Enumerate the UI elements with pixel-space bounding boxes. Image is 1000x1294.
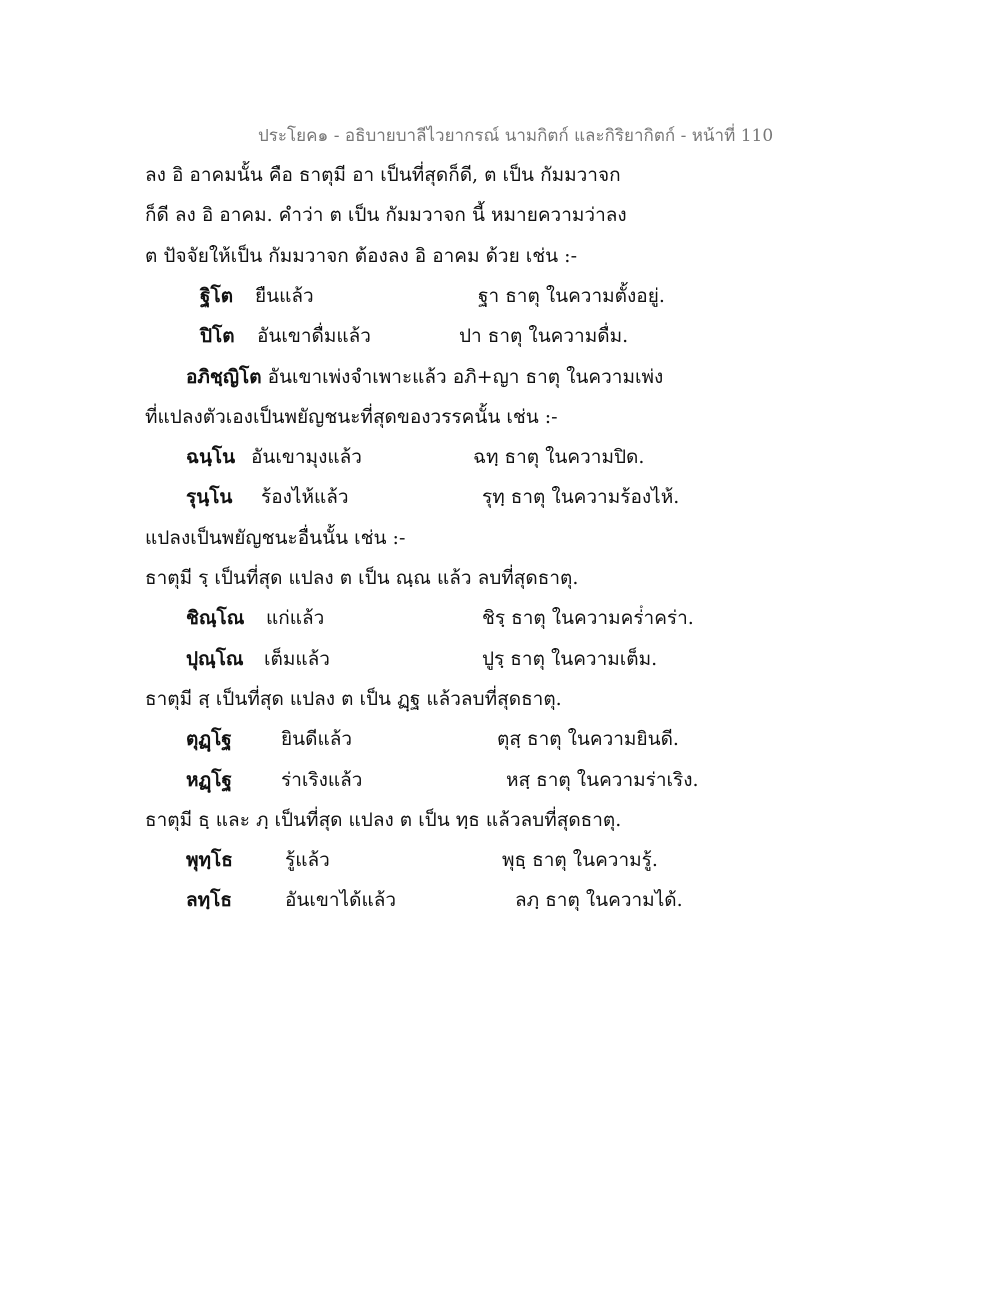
root-explanation: พุธฺ ธาตุ ในความรู้. xyxy=(502,849,658,871)
thai-meaning: อันเขาได้แล้ว xyxy=(285,889,397,911)
example-entry xyxy=(0,442,1000,472)
thai-meaning: เต็มแล้ว xyxy=(264,648,330,670)
thai-meaning: ยินดีแล้ว xyxy=(281,728,353,750)
intro-line-3: ต ปัจจัยให้เป็น กัมมวาจก ต้องลง อิ อาคม ด้วย เช่น :- xyxy=(145,245,577,267)
root-explanation: ปา ธาตุ ในความดื่ม. xyxy=(459,325,629,347)
root-explanation: ลภฺ ธาตุ ในความได้. xyxy=(515,889,683,911)
running-header: ประโยค๑ - อธิบายบาลีไวยากรณ์ นามกิตก์ และกิริยากิตก์ - หน้าที่ 110 xyxy=(258,126,774,146)
intro-line-2: ก็ดี ลง อิ อาคม. คําว่า ต เป็น กัมมวาจก นี้ หมายความว่าลง xyxy=(145,204,627,226)
pali-term: ตุฏฺโฐ xyxy=(186,728,232,750)
thai-meaning: อันเขามุงแล้ว xyxy=(251,446,362,468)
thai-meaning: อันเขาดื่มแล้ว xyxy=(257,325,371,347)
example-entry xyxy=(0,281,1000,311)
pali-term: ฉนฺโน xyxy=(186,446,236,468)
pali-term: ชิณฺโณ xyxy=(186,607,245,629)
root-explanation: รุทฺ ธาตุ ในความร้องไห้. xyxy=(482,486,680,508)
pali-term: หฏฺโฐ xyxy=(186,769,232,791)
example-entry xyxy=(0,724,1000,754)
example-entry xyxy=(0,321,1000,351)
example-entry xyxy=(0,644,1000,674)
s-ending-line: ธาตุมี สฺ เป็นที่สุด แปลง ต เป็น ฏฺฐ แล้วลบที่สุดธาตุ. xyxy=(145,688,562,710)
pali-term: พุทฺโธ xyxy=(186,849,233,871)
root-explanation: หสฺ ธาตุ ในความร่าเริง. xyxy=(506,769,699,791)
example-entry xyxy=(0,845,1000,875)
pali-term: ฐิโต xyxy=(200,285,234,307)
pali-term: ปิโต xyxy=(200,325,235,347)
root-explanation: ตุสฺ ธาตุ ในความยินดี. xyxy=(497,728,679,750)
thai-meaning: รู้แล้ว xyxy=(285,849,330,871)
r-ending-line: ธาตุมี รฺ เป็นที่สุด แปลง ต เป็น ณฺณ แล้ว ลบที่สุดธาตุ. xyxy=(145,567,579,589)
other-consonant-line: แปลงเป็นพยัญชนะอื่นนั้น เช่น :- xyxy=(145,527,406,549)
thai-meaning: ยืนแล้ว xyxy=(255,285,314,307)
root-explanation: ฉทฺ ธาตุ ในความปิด. xyxy=(473,446,645,468)
abhinnata-explanation: อันเขาเพ่งจําเพาะแล้ว อภิ+ญา ธาตุ ในความเพ่ง xyxy=(261,366,664,388)
thai-meaning: แก่แล้ว xyxy=(266,607,325,629)
example-entry xyxy=(0,885,1000,915)
dh-bh-ending-line: ธาตุมี ธฺ และ ภฺ เป็นที่สุด แปลง ต เป็น ทฺธ แล้วลบที่สุดธาตุ. xyxy=(145,809,622,831)
pali-term: ลทฺโธ xyxy=(186,889,232,911)
root-explanation: ปูรฺ ธาตุ ในความเต็ม. xyxy=(482,648,658,670)
example-entry xyxy=(0,482,1000,512)
example-entry xyxy=(0,603,1000,633)
thai-meaning: ร้องไห้แล้ว xyxy=(261,486,349,508)
thai-meaning: ร่าเริงแล้ว xyxy=(281,769,363,791)
intro-line-1: ลง อิ อาคมนั้น คือ ธาตุมี อา เป็นที่สุดก็ดี, ต เป็น กัมมวาจก xyxy=(145,164,621,186)
root-explanation: ชิรฺ ธาตุ ในความคร่ําคร่า. xyxy=(482,607,694,629)
abhinnata-line xyxy=(186,362,663,392)
assimilate-line: ที่แปลงตัวเองเป็นพยัญชนะที่สุดของวรรคนั้น เช่น :- xyxy=(145,406,558,428)
pali-term: อภิชฺญิโต xyxy=(186,366,262,388)
pali-term: ปุณฺโณ xyxy=(186,648,244,670)
pali-term: รุนฺโน xyxy=(186,486,233,508)
root-explanation: ฐา ธาตุ ในความตั้งอยู่. xyxy=(478,285,665,307)
example-entry xyxy=(0,765,1000,795)
